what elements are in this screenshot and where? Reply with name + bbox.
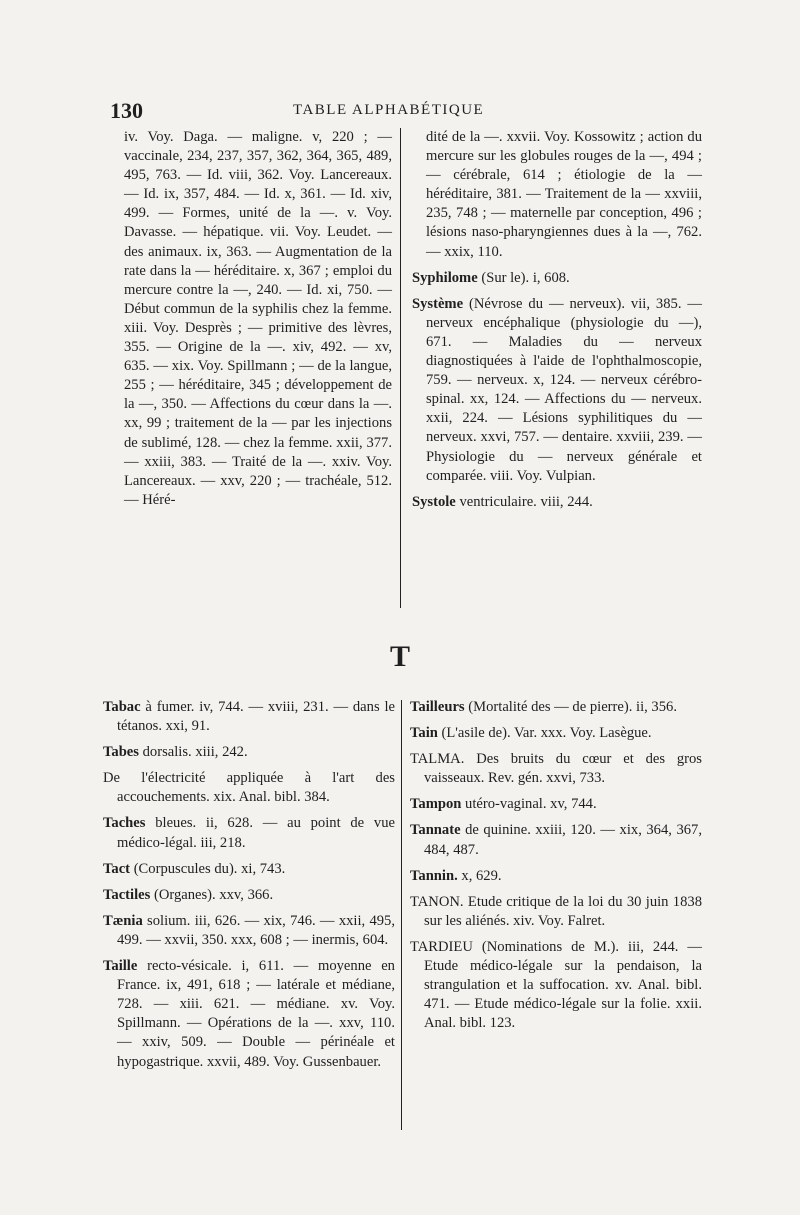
column-divider-bottom bbox=[401, 700, 402, 1130]
entry-headword: Tabac bbox=[103, 699, 141, 715]
entry-headword: Système bbox=[412, 295, 464, 312]
index-entry bbox=[412, 295, 702, 486]
entry-continuation: dité de la —. xxvii. Voy. Kossowitz ; action du mercure sur les globules rouges de la —, 494 ; — cérébrale, 614 ; étiologie de la — héréditaire, 381. — Traitement de la — xxviii, 235, 748 ; — maternelle par conception, 496 ; lésions naso-pharyngiennes dues à la —, 762. — xxix, 110. bbox=[426, 129, 702, 260]
right-column-bottom bbox=[410, 698, 702, 1040]
entry-text: l'électricité appliquée à l'art des accouchements. xix. Anal. bibl. 384. bbox=[117, 770, 395, 806]
entry-headword: Taille bbox=[103, 958, 138, 975]
entry-headword: Tænia bbox=[103, 912, 143, 929]
entry-headword: Tabes bbox=[103, 744, 139, 761]
index-entry bbox=[103, 769, 395, 807]
entry-headword: Tannin. bbox=[410, 867, 458, 884]
index-entry bbox=[410, 938, 702, 1033]
entry-text: (Sur le). i, 608. bbox=[481, 269, 570, 286]
index-entry bbox=[410, 750, 702, 788]
index-entry bbox=[410, 698, 702, 717]
entry-headword: TANON. bbox=[410, 893, 464, 910]
entry-headword: Tact bbox=[103, 860, 131, 877]
entry-text: (L'asile de). Var. xxx. Voy. Lasègue. bbox=[441, 725, 652, 742]
entry-headword: Syphilome bbox=[412, 269, 478, 286]
entry-text: utéro-vaginal. xv, 744. bbox=[465, 796, 597, 813]
entry-text: x, 629. bbox=[461, 867, 502, 884]
index-entry bbox=[410, 893, 702, 931]
page-number: 130 bbox=[110, 98, 143, 123]
entry-headword: Tannate bbox=[410, 822, 461, 839]
entry-text: (Corpuscules du). xi, 743. bbox=[133, 860, 286, 877]
entry-headword: Tailleurs bbox=[410, 699, 465, 715]
entry-headword: Tampon bbox=[410, 796, 462, 813]
entry-text: recto-vésicale. i, 611. — moyenne en France. ix, 491, 618 ; — latérale et médiane, 728. — xiii. 621. — médiane. xv. Voy. Spillmann. — Opérations de la —. xxv, 110. — xxiv, 509. — Double — périnéale et hypogastrique. xxvii, 489. Voy. Gussenbauer. bbox=[117, 958, 395, 1070]
index-entry bbox=[103, 886, 395, 905]
entry-text: (Nominations de M.). iii, 244. — Etude médico-légale sur la pendaison, la strangulation et la suffocation. xv. Anal. bibl. 471. — Etude médico-légale sur la folie. xxii. Anal. bibl. 123. bbox=[424, 938, 702, 1032]
entry-text: bleues. ii, 628. — au point de vue médico-légal. iii, 218. bbox=[117, 815, 395, 851]
index-entry bbox=[103, 743, 395, 762]
column-divider-top bbox=[400, 128, 401, 608]
entry-continuation: iv. Voy. Daga. — maligne. v, 220 ; — vaccinale, 234, 237, 357, 362, 364, 365, 489, 495, 763. — Id. viii, 362. Voy. Lancereaux. — Id. ix, 357, 484. — Id. x, 361. — Id. xiv, 499. — Formes, unité de la —. v. Voy. Davasse. — hépatique. vii. Voy. Leudet. — des animaux. ix, 363. — Augmentation de la rate dans la — héréditaire. x, 367 ; emploi du mercure contre la —, 240. — Id. xi, 750. — Début commun de la syphilis chez la femme. xiii. Voy. Desprès ; — primitive des lèvres, 355. — Origine de la —. xiv, 492. — xv, 635. — xix. Voy. Spillmann ; — de la langue, 255 ; — héréditaire, 345 ; développement de la —, 350. — Affections du cœur dans la —. xx, 99 ; traitement de la — par les injections de sublimé, 128. — chez la femme. xxii, 377. — xxiii, 383. — Traité de la —. xxiv. Voy. Lancereaux. — xxv, 220 ; — trachéale, 512. — Héré- bbox=[124, 129, 392, 508]
entry-text: Etude critique de la loi du 30 juin 1838 sur les aliénés. xiv. Voy. Falret. bbox=[424, 893, 702, 929]
index-entry bbox=[103, 698, 395, 736]
left-column-top bbox=[110, 128, 392, 517]
index-entry bbox=[410, 724, 702, 743]
index-entry bbox=[103, 912, 395, 950]
entry-text: de quinine. xxiii, 120. — xix, 364, 367, 484, 487. bbox=[424, 822, 702, 858]
section-letter: T bbox=[389, 640, 410, 673]
index-entry bbox=[410, 867, 702, 886]
index-entry bbox=[103, 860, 395, 879]
entry-text: (Névrose du — nerveux). vii, 385. — nerveux encéphalique (physiologie du —), 671. — Maladies du — nerveux diagnostiquées à l'aide de l'ophthalmoscopie, 759. — nerveux. x, 124. — nerveux cérébro-spinal. xx, 124. — Affections du — nerveux. xxii, 224. — Lésions syphilitiques du — nerveux. xxvi, 757. — dentaire. xxviii, 239. — Physiologie du — nerveux générale et comparée. viii. Voy. Vulpian. bbox=[426, 295, 702, 484]
entry-headword: De bbox=[103, 770, 121, 787]
entry-headword: Systole bbox=[412, 493, 456, 510]
entry-text: (Organes). xxv, 366. bbox=[153, 886, 274, 903]
right-column-top bbox=[412, 128, 702, 519]
entry-headword: Taches bbox=[103, 815, 146, 832]
index-entry bbox=[412, 493, 702, 512]
running-title: TABLE ALPHABÉTIQUE bbox=[293, 102, 485, 118]
entry-text: ventriculaire. viii, 244. bbox=[459, 493, 593, 510]
index-entry bbox=[412, 269, 702, 288]
entry-headword: TARDIEU bbox=[410, 938, 473, 955]
entry-text: (Mortalité des — de pierre). ii, 356. bbox=[468, 699, 677, 715]
left-column-bottom bbox=[103, 698, 395, 1079]
entry-text: à fumer. iv, 744. — xviii, 231. — dans le tétanos. xxi, 91. bbox=[117, 699, 395, 735]
entry-text: Des bruits du cœur et des gros vaisseaux. Rev. gén. xxvi, 733. bbox=[424, 751, 702, 787]
page-header bbox=[110, 98, 710, 126]
index-entry bbox=[103, 814, 395, 852]
entry-text: solium. iii, 626. — xix, 746. — xxii, 495, 499. — xxvii, 350. xxx, 608 ; — inermis, 604. bbox=[117, 912, 395, 948]
index-entry bbox=[103, 957, 395, 1072]
index-entry bbox=[410, 795, 702, 814]
entry-headword: Tain bbox=[410, 725, 438, 742]
entry-headword: TALMA. bbox=[410, 751, 465, 768]
entry-text: dorsalis. xiii, 242. bbox=[142, 744, 248, 761]
index-entry bbox=[410, 821, 702, 859]
entry-headword: Tactiles bbox=[103, 886, 151, 903]
